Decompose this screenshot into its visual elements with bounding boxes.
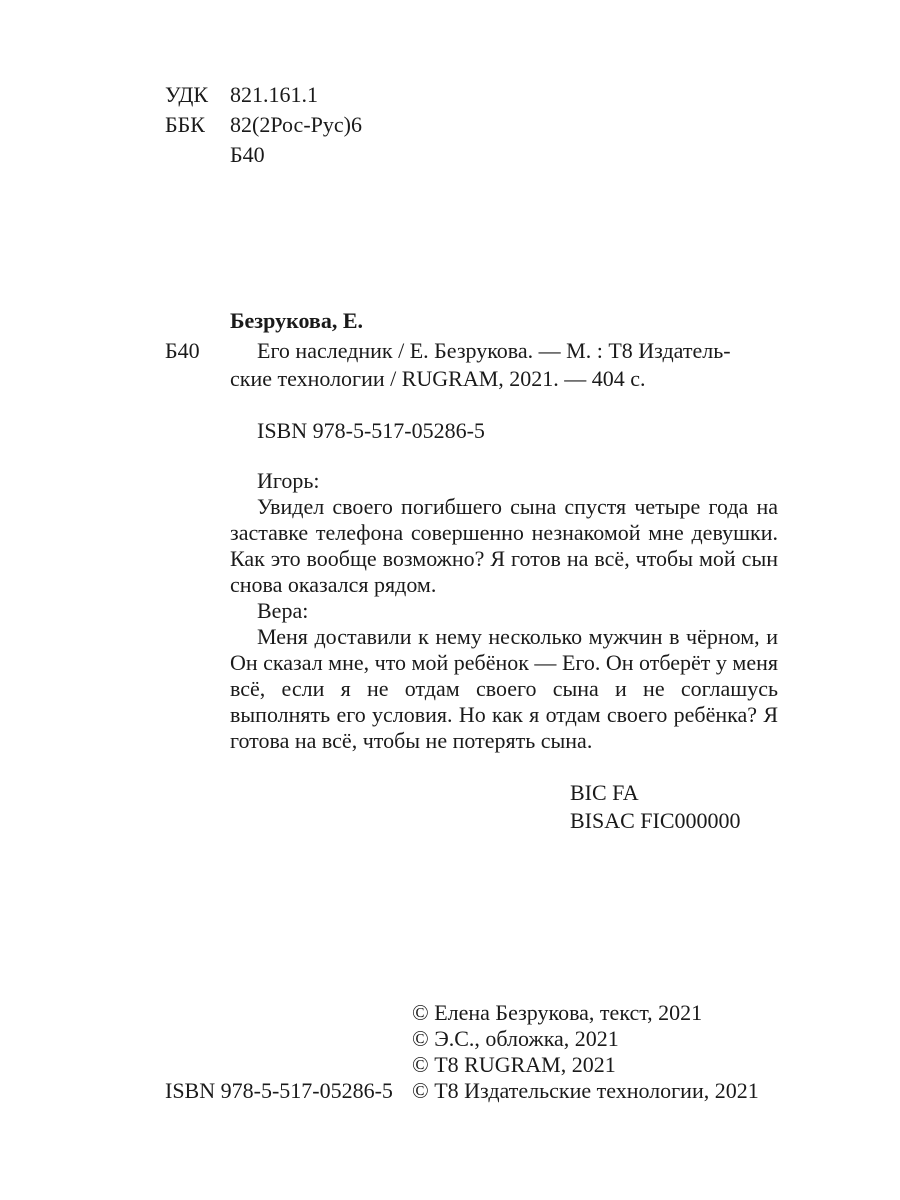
udk-value: 821.161.1 — [230, 82, 318, 107]
author-mark: Б40 — [230, 142, 265, 167]
vera-text: Меня доставили к нему несколько мужчин в чёрном, и Он сказал мне, что мой ребёнок — Его. Он отберёт у меня всё, если я не отдам своего сына и не соглашусь выполнять его условия. Но как я отдам своего ребёнка? Я готова на всё, чтобы не потерять сына. — [230, 624, 778, 753]
bbk-label: ББК — [165, 112, 205, 137]
author-heading: Безрукова, Е. — [230, 308, 363, 333]
copyright-rugram: © Т8 RUGRAM, 2021 — [412, 1052, 616, 1077]
bibliography-line-1: Его наследник / Е. Безрукова. — М. : Т8 Издатель- — [257, 338, 731, 363]
igor-text: Увидел своего погибшего сына спустя четыре года на заставке телефона совершенно незнакомой мне девушки. Как это вообще возможно? Я готов на всё, чтобы мой сын снова оказался рядом. — [230, 494, 778, 597]
copyright-cover: © Э.С., обложка, 2021 — [412, 1026, 619, 1051]
copyright-publisher: © Т8 Издательские технологии, 2021 — [412, 1078, 759, 1103]
bbk-value: 82(2Рос-Рус)6 — [230, 112, 362, 137]
copyright-text: © Елена Безрукова, текст, 2021 — [412, 1000, 703, 1025]
isbn-line: ISBN 978-5-517-05286-5 — [257, 418, 485, 443]
bibliography-line-2: ские технологии / RUGRAM, 2021. — 404 с. — [230, 366, 646, 391]
bibliography-mark: Б40 — [165, 338, 200, 363]
udk-label: УДК — [165, 82, 209, 107]
vera-label: Вера: — [257, 598, 309, 623]
bisac-code: BISAC FIC000000 — [570, 808, 741, 833]
igor-label: Игорь: — [257, 468, 320, 493]
copyright-lines — [412, 1000, 759, 1104]
bic-code: BIC FA — [570, 780, 639, 805]
annotation — [230, 468, 778, 754]
copyright-isbn: ISBN 978-5-517-05286-5 — [165, 1078, 393, 1103]
